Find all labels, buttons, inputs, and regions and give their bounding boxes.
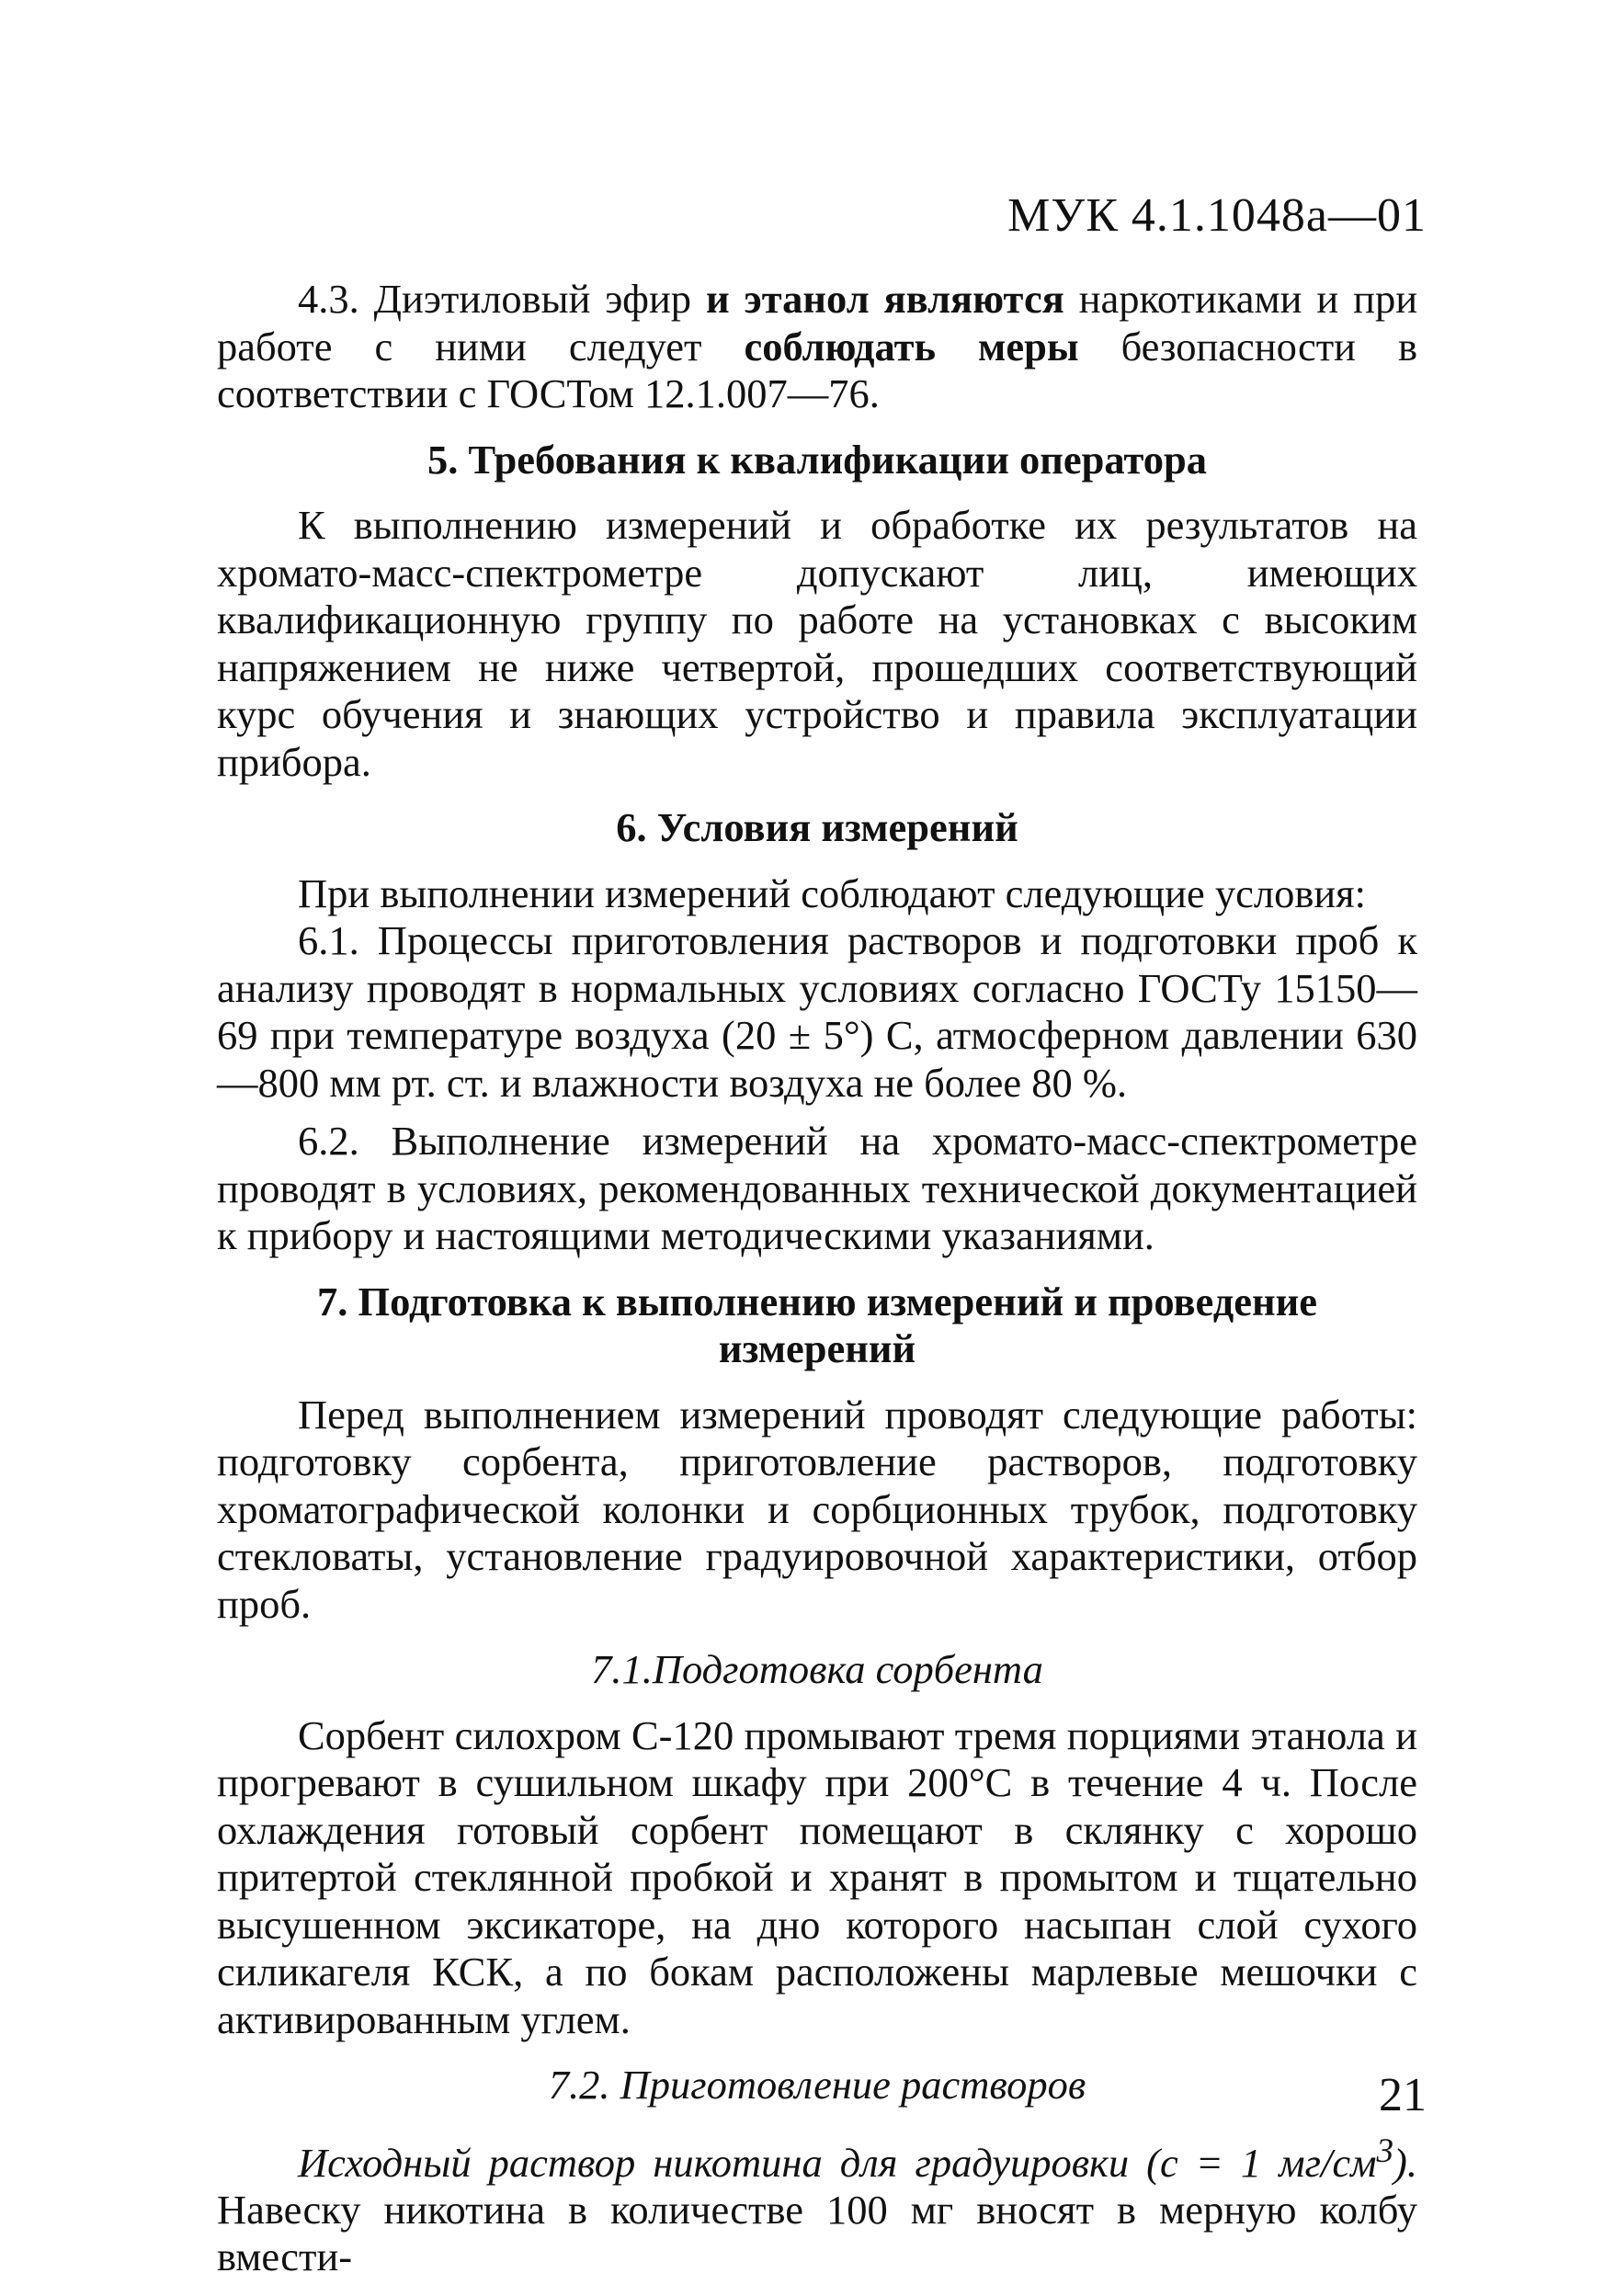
page-content [217, 276, 1417, 2281]
subsection-7-2-text [217, 2128, 1417, 2281]
section-6-intro: При выполнении измерений соблюдают следующие условия: [298, 870, 1366, 916]
para-4-3-part5: безопасности в соответствии с ГОСТом 12.1.007—76. [217, 323, 1417, 416]
para-4-3-part1: 4.3. Диэтиловый эфир [298, 276, 706, 322]
section-5-text: К выполнению измерений и обработке их результатов на хромато-масс-спектрометре допускают лиц, имеющих квалификационную группу по работе на установках с высоким напряжением не ниже четвертой, прошедших соответствующий курс обучения и знающих устройство и правила эксплуатации прибора. [217, 502, 1417, 785]
subsection-7-1-title: 7.1.Подготовка сорбента [591, 1646, 1043, 1692]
paragraph-6-1: 6.1. Процессы приготовления растворов и подготовки проб к анализу проводят в нормальных условиях согласно ГОСТу 15150—69 при температуре воздуха (20 ± 5°) С, атмосферном давлении 630—800 мм рт. ст. и влажности воздуха не более 80 %. [217, 917, 1417, 1106]
para-4-3-part2: и этанол являются [705, 276, 1064, 322]
page-number: 21 [1379, 2069, 1427, 2121]
section-7-title: 7. Подготовка к выполнению измерений и проведение измерений [316, 1278, 1318, 1371]
solution-lead-close: ). [1393, 2139, 1417, 2186]
solution-lead-italic: Исходный раствор никотина для градуировки (с = 1 мг/см [298, 2139, 1377, 2186]
section-7-intro: Перед выполнением измерений проводят следующие работы: подготовку сорбента, приготовление растворов, подготовку хроматографической колонки и сорбционных трубок, подготовку стекловаты, установление градуировочной характеристики, отбор проб. [217, 1391, 1417, 1627]
section-5-title: 5. Требования к квалификации оператора [427, 436, 1207, 483]
section-6-title: 6. Условия измерений [616, 804, 1018, 850]
para-4-3-part4: соблюдать меры [744, 323, 1079, 369]
para-4-3-part3: наркотиками и при работе с ними следует [217, 276, 1418, 369]
solution-text: Навеску никотина в количестве 100 мг вносят в мерную колбу вмести- [217, 2186, 1417, 2280]
paragraph-6-2: 6.2. Выполнение измерений на хромато-масс-спектрометре проводят в условиях, рекомендованных технической документацией к прибору и настоящими методическими указаниями. [217, 1118, 1417, 1258]
subsection-7-1-text: Сорбент силохром С-120 промывают тремя порциями этанола и прогревают в сушильном шкафу при 200°С в течение 4 ч. После охлаждения готовый сорбент помещают в склянку с хорошо притертой стеклянной пробкой и хранят в промытом и тщательно высушенном эксикаторе, на дно которого насыпан слой сухого силикагеля КСК, а по бокам расположены марлевые мешочки с активированным углем. [217, 1711, 1417, 2042]
document-code-header: МУК 4.1.1048а—01 [1007, 189, 1427, 242]
paragraph-4-3 [217, 276, 1417, 418]
solution-lead-sup: 3 [1376, 2131, 1394, 2170]
subsection-7-2-title: 7.2. Приготовление растворов [548, 2062, 1086, 2108]
